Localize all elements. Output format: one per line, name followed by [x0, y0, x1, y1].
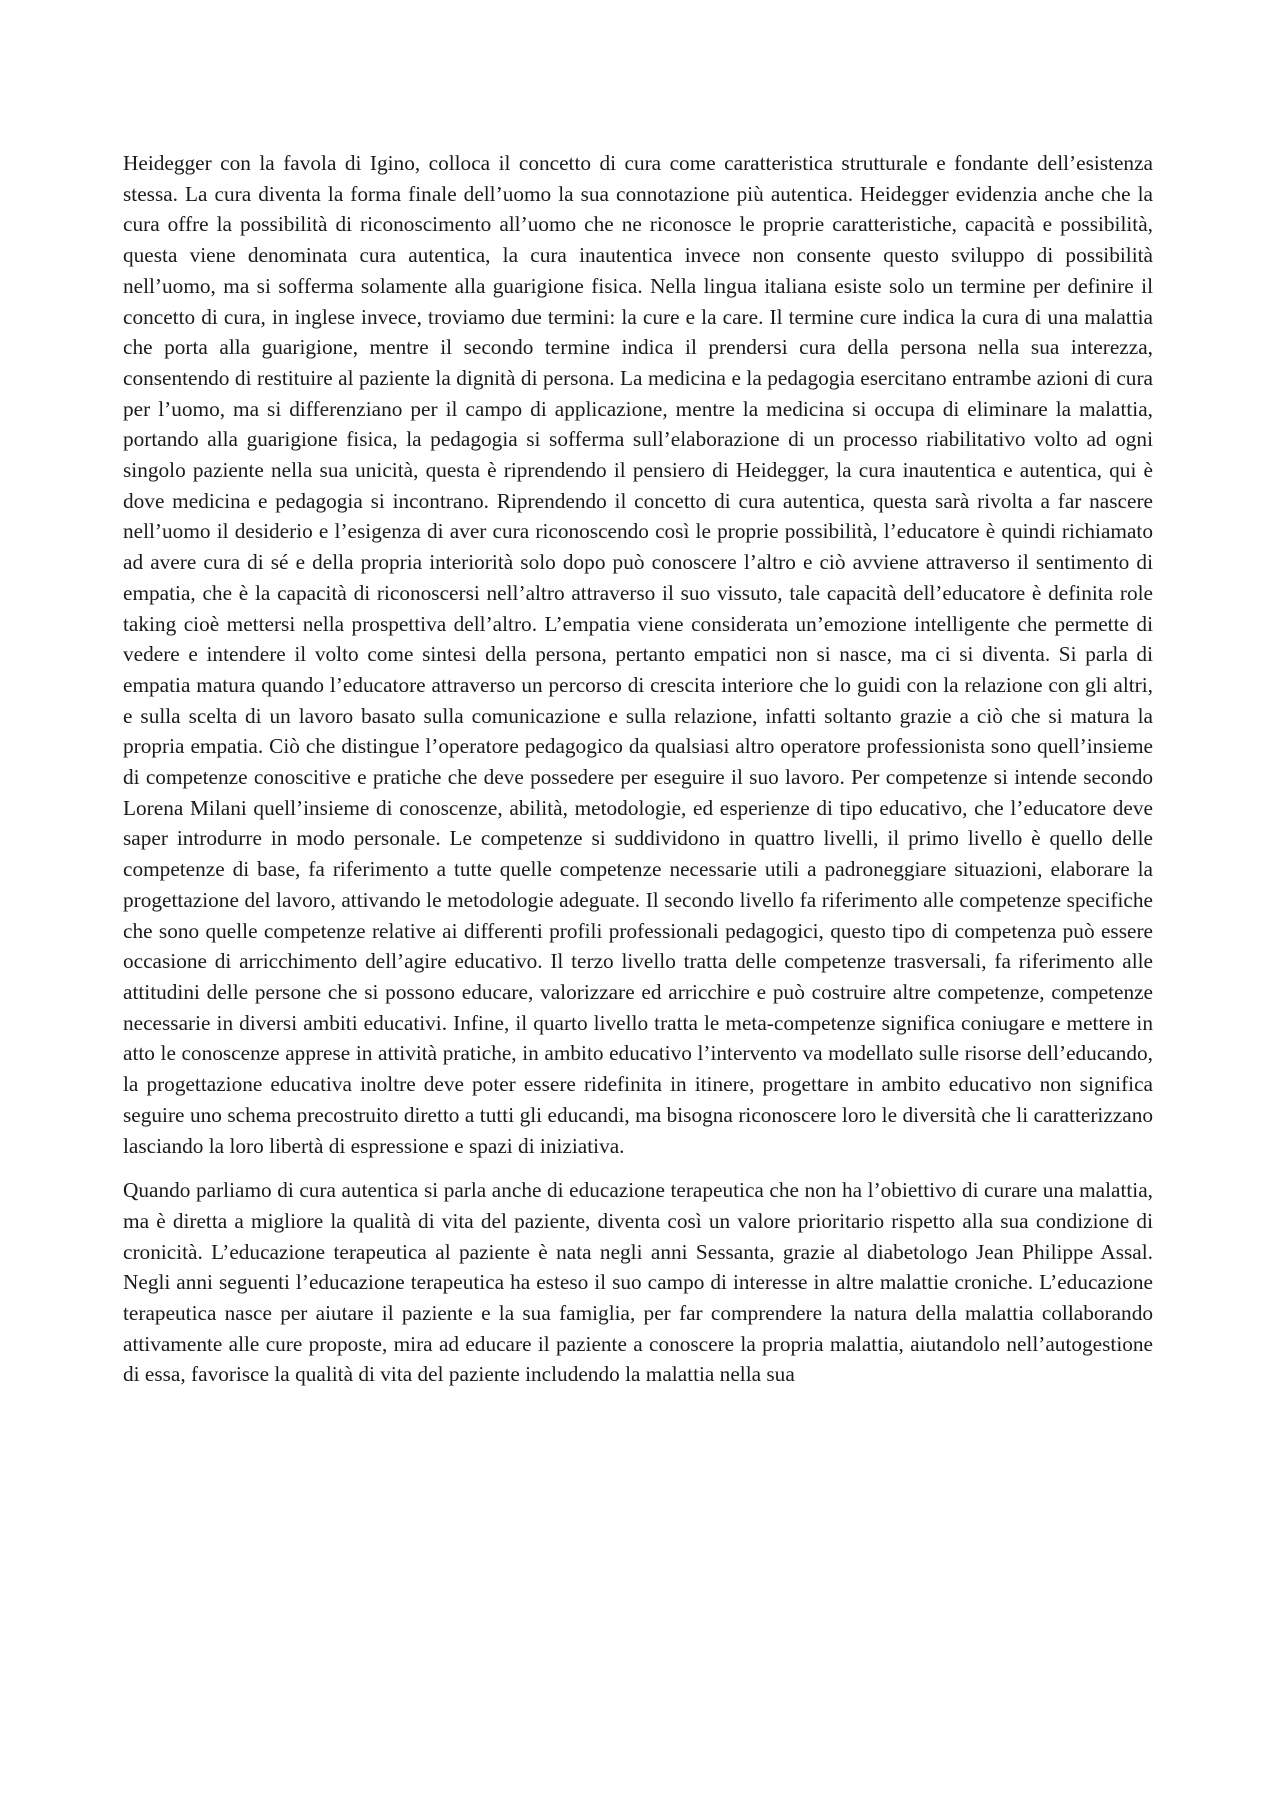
body-text	[123, 148, 1153, 1390]
paragraph-1: Heidegger con la favola di Igino, colloca il concetto di cura come caratteristica strutturale e fondante dell’esistenza stessa. La cura diventa la forma finale dell’uomo la sua connotazione più autentica. Heidegger evidenzia anche che la cura offre la possibilità di riconoscimento all’uomo che ne riconosce le proprie caratteristiche, capacità e possibilità, questa viene denominata cura autentica, la cura inautentica invece non consente questo sviluppo di possibilità nell’uomo, ma si sofferma solamente alla guarigione fisica. Nella lingua italiana esiste solo un termine per definire il concetto di cura, in inglese invece, troviamo due termini: la cure e la care. Il termine cure indica la cura di una malattia che porta alla guarigione, mentre il secondo termine indica il prendersi cura della persona nella sua interezza, consentendo di restituire al paziente la dignità di persona. La medicina e la pedagogia esercitano entrambe azioni di cura per l’uomo, ma si differenziano per il campo di applicazione, mentre la medicina si occupa di eliminare la malattia, portando alla guarigione fisica, la pedagogia si sofferma sull’elaborazione di un processo riabilitativo volto ad ogni singolo paziente nella sua unicità, questa è riprendendo il pensiero di Heidegger, la cura inautentica e autentica, qui è dove medicina e pedagogia si incontrano. Riprendendo il concetto di cura autentica, questa sarà rivolta a far nascere nell’uomo il desiderio e l’esigenza di aver cura riconoscendo così le proprie possibilità, l’educatore è quindi richiamato ad avere cura di sé e della propria interiorità solo dopo può conoscere l’altro e ciò avviene attraverso il sentimento di empatia, che è la capacità di riconoscersi nell’altro attraverso il suo vissuto, tale capacità dell’educatore è definita role taking cioè mettersi nella prospettiva dell’altro. L’empatia viene considerata un’emozione intelligente che permette di vedere e intendere il volto come sintesi della persona, pertanto empatici non si nasce, ma ci si diventa. Si parla di empatia matura quando l’educatore attraverso un percorso di crescita interiore che lo guidi con la relazione con gli altri, e sulla scelta di un lavoro basato sulla comunicazione e sulla relazione, infatti soltanto grazie a ciò che si matura la propria empatia. Ciò che distingue l’operatore pedagogico da qualsiasi altro operatore professionista sono quell’insieme di competenze conoscitive e pratiche che deve possedere per eseguire il suo lavoro. Per competenze si intende secondo Lorena Milani quell’insieme di conoscenze, abilità, metodologie, ed esperienze di tipo educativo, che l’educatore deve saper introdurre in modo personale. Le competenze si suddividono in quattro livelli, il primo livello è quello delle competenze di base, fa riferimento a tutte quelle competenze necessarie utili a padroneggiare situazioni, elaborare la progettazione del lavoro, attivando le metodologie adeguate. Il secondo livello fa riferimento alle competenze specifiche che sono quelle competenze relative ai differenti profili professionali pedagogici, questo tipo di competenza può essere occasione di arricchimento dell’agire educativo. Il terzo livello tratta delle competenze trasversali, fa riferimento alle attitudini delle persone che si possono educare, valorizzare ed arricchire e può costruire altre competenze, competenze necessarie in diversi ambiti educativi. Infine, il quarto livello tratta le meta-competenze significa coniugare e mettere in atto le conoscenze apprese in attività pratiche, in ambito educativo l’intervento va modellato sulle risorse dell’educando, la progettazione educativa inoltre deve poter essere ridefinita in itinere, progettare in ambito educativo non significa seguire uno schema precostruito diretto a tutti gli educandi, ma bisogna riconoscere loro le diversità che li caratterizzano lasciando la loro libertà di espressione e spazi di iniziativa.	[123, 151, 1153, 1158]
paragraph-2: Quando parliamo di cura autentica si parla anche di educazione terapeutica che non ha l’obiettivo di curare una malattia, ma è diretta a migliore la qualità di vita del paziente, diventa così un valore prioritario rispetto alla sua condizione di cronicità. L’educazione terapeutica al paziente è nata negli anni Sessanta, grazie al diabetologo Jean Philippe Assal. Negli anni seguenti l’educazione terapeutica ha esteso il suo campo di interesse in altre malattie croniche. L’educazione terapeutica nasce per aiutare il paziente e la sua famiglia, per far comprendere la natura della malattia collaborando attivamente alle cure proposte, mira ad educare il paziente a conoscere la propria malattia, aiutandolo nell’autogestione di essa, favorisce la qualità di vita del paziente includendo la malattia nella sua	[123, 1178, 1153, 1387]
